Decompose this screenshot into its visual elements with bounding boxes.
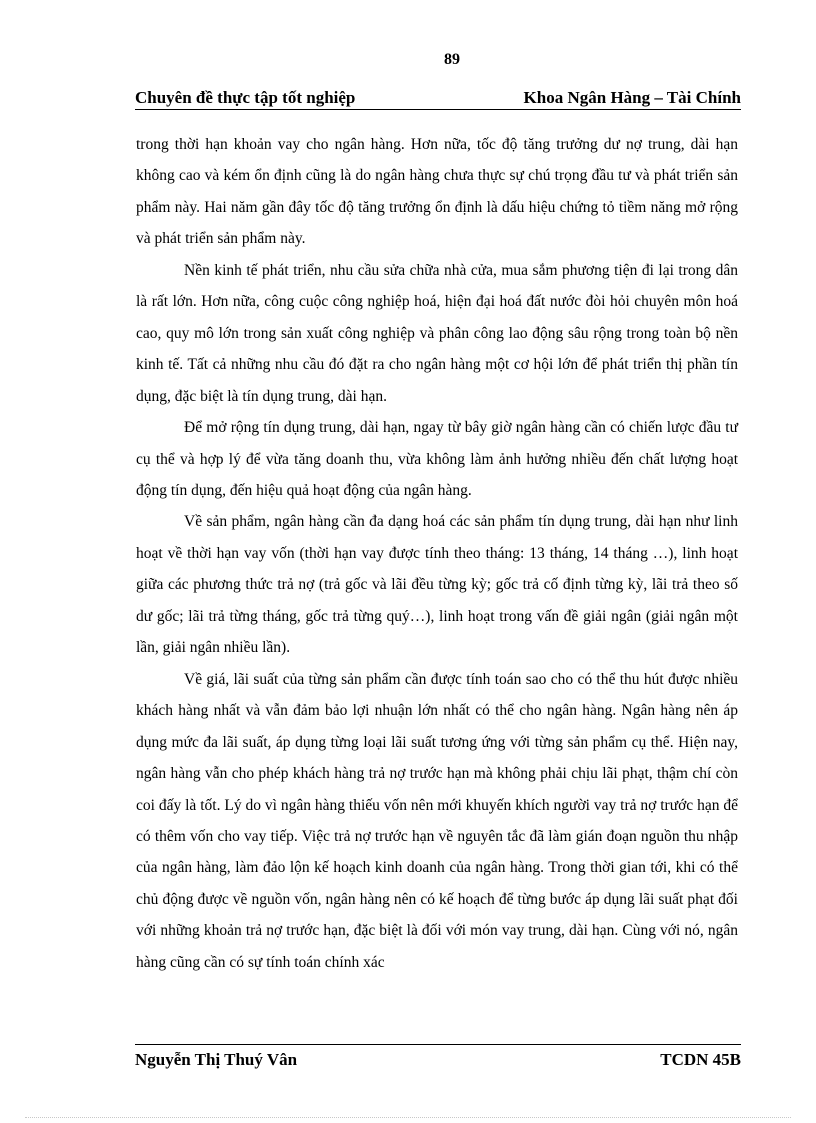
- header-department: Khoa Ngân Hàng – Tài Chính: [523, 88, 741, 107]
- page-number: 89: [444, 51, 460, 68]
- page-edge-divider: [25, 1117, 791, 1118]
- footer-divider: [135, 1044, 741, 1045]
- footer-class: TCDN 45B: [660, 1050, 741, 1069]
- page-footer: [135, 1048, 741, 1072]
- header-title: Chuyên đề thực tập tốt nghiệp: [135, 88, 356, 107]
- paragraph-1: trong thời hạn khoản vay cho ngân hàng. Hơn nữa, tốc độ tăng trưởng dư nợ trung, dài hạn không cao và kém ổn định cũng là do ngân hàng chưa thực sự chú trọng đầu tư và phát triển sản phẩm này. Hai năm gần đây tốc độ tăng trưởng ổn định là dấu hiệu chứng tỏ tiềm năng mở rộng và phát triển sản phẩm này.: [136, 136, 738, 248]
- paragraph-3: Để mở rộng tín dụng trung, dài hạn, ngay từ bây giờ ngân hàng cần có chiến lược đầu tư cụ thể và hợp lý để vừa tăng doanh thu, vừa không làm ảnh hưởng nhiều đến chất lượng hoạt động tín dụng, đến hiệu quả hoạt động của ngân hàng.: [136, 419, 738, 499]
- page-header: [135, 86, 741, 110]
- header-divider: [135, 109, 741, 110]
- paragraph-4: Về sản phẩm, ngân hàng cần đa dạng hoá các sản phẩm tín dụng trung, dài hạn như linh hoạt về thời hạn vay vốn (thời hạn vay được tính theo tháng: 13 tháng, 14 tháng …), linh hoạt giữa các phương thức trả nợ (trả gốc và lãi đều từng kỳ; gốc trả cố định từng kỳ, lãi trả theo số dư gốc; lãi trả từng tháng, gốc trả từng quý…), linh hoạt trong vấn đề giải ngân (giải ngân một lần, giải ngân nhiều lần).: [136, 513, 738, 657]
- paragraph-5: Về giá, lãi suất của từng sản phẩm cần được tính toán sao cho có thể thu hút được nhiều khách hàng nhất và vẫn đảm bảo lợi nhuận lớn nhất có thể cho ngân hàng. Ngân hàng nên áp dụng mức đa lãi suất, áp dụng từng loại lãi suất tương ứng với từng sản phẩm cụ thể. Hiện nay, ngân hàng vẫn cho phép khách hàng trả nợ trước hạn mà không phải chịu lãi phạt, thậm chí còn coi đấy là tốt. Lý do vì ngân hàng thiếu vốn nên mới khuyến khích người vay trả nợ trước hạn để có thêm vốn cho vay tiếp. Việc trả nợ trước hạn về nguyên tắc đã làm gián đoạn nguồn thu nhập của ngân hàng, làm đảo lộn kế hoạch kinh doanh của ngân hàng. Trong thời gian tới, khi có thể chủ động được về nguồn vốn, ngân hàng nên có kế hoạch để từng bước áp dụng lãi suất phạt đối với những khoản trả nợ trước hạn, đặc biệt là đối với món vay trung, dài hạn. Cùng với nó, ngân hàng cũng cần có sự tính toán chính xác: [136, 670, 738, 971]
- paragraph-2: Nền kinh tế phát triển, nhu cầu sửa chữa nhà cửa, mua sắm phương tiện đi lại trong dân là rất lớn. Hơn nữa, công cuộc công nghiệp hoá, hiện đại hoá đất nước đòi hỏi chuyên môn hoá cao, quy mô lớn trong sản xuất công nghiệp và phân công lao động sâu rộng trong toàn bộ nền kinh tế. Tất cả những nhu cầu đó đặt ra cho ngân hàng một cơ hội lớn để phát triển thị phần tín dụng, đặc biệt là tín dụng trung, dài hạn.: [136, 261, 738, 405]
- footer-author: Nguyễn Thị Thuý Vân: [135, 1050, 298, 1069]
- document-body: [136, 129, 738, 978]
